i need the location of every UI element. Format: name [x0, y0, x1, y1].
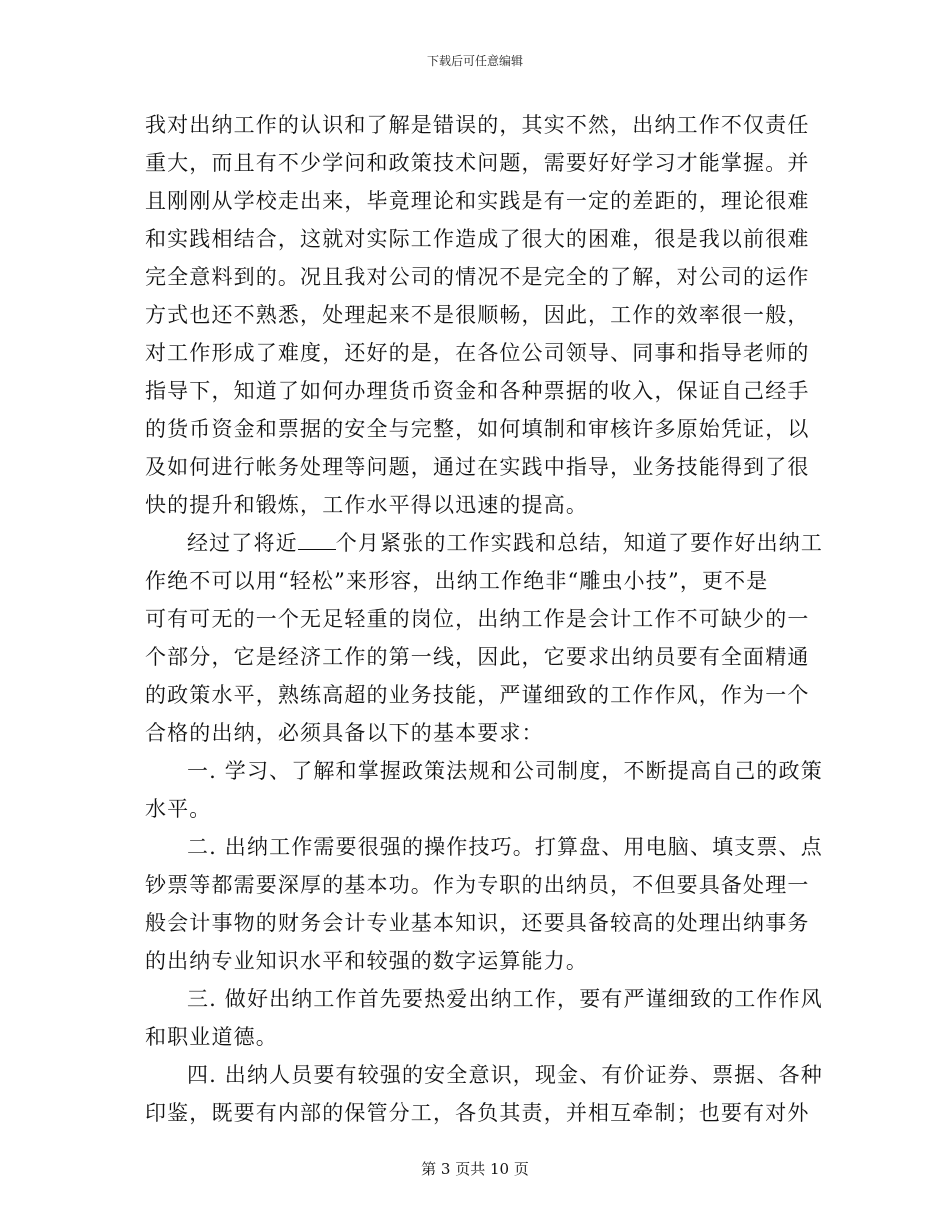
- requirement-item-4: [145, 1056, 823, 1132]
- text-line: 指导下，知道了如何办理货币资金和各种票据的收入，保证自己经手: [145, 379, 810, 403]
- text-fragment: 个月紧张的工作实践和总结，知道了要作好出纳工: [335, 531, 824, 555]
- text-line: 四. 出纳人员要有较强的安全意识，现金、有价证券、票据、各种: [187, 1063, 823, 1087]
- document-body: [145, 106, 824, 1132]
- text-line: 的政策水平，熟练高超的业务技能，严谨细致的工作作风，作为一个: [145, 683, 810, 707]
- text-line: [145, 524, 824, 562]
- text-line: 般会计事物的财务会计专业基本知识，还要具备较高的处理出纳事务: [145, 911, 810, 935]
- text-line: 水平。: [145, 797, 212, 821]
- page-number-footer: 第 3 页共 10 页: [421, 1160, 529, 1178]
- text-line: 合格的出纳，必须具备以下的基本要求：: [145, 721, 544, 745]
- text-line: 重大，而且有不少学问和政策技术问题，需要好好学习才能掌握。并: [145, 151, 810, 175]
- text-line: 和职业道德。: [145, 1025, 278, 1049]
- text-line: 快的提升和锻炼，工作水平得以迅速的提高。: [145, 493, 588, 517]
- text-line: 和实践相结合，这就对实际工作造成了很大的困难，很是我以前很难: [145, 227, 810, 251]
- paragraph-2: [145, 524, 824, 752]
- text-fragment: 经过了将近: [187, 531, 298, 555]
- text-line: 我对出纳工作的认识和了解是错误的，其实不然，出纳工作不仅责任: [145, 113, 810, 137]
- page-header: 下载后可任意编辑: [426, 54, 523, 68]
- requirement-item-3: [145, 980, 823, 1056]
- paragraph-1: [145, 106, 810, 524]
- text-line: 且刚刚从学校走出来，毕竟理论和实践是有一定的差距的，理论很难: [145, 189, 810, 213]
- fill-in-blank: [298, 529, 336, 550]
- text-line: 及如何进行帐务处理等问题，通过在实践中指导，业务技能得到了很: [145, 455, 810, 479]
- text-line: 一. 学习、了解和掌握政策法规和公司制度，不断提高自己的政策: [187, 759, 823, 783]
- text-line: 可有可无的一个无足轻重的岗位，出纳工作是会计工作不可缺少的一: [145, 607, 810, 631]
- text-line: 个部分，它是经济工作的第一线，因此，它要求出纳员要有全面精通: [145, 645, 810, 669]
- text-line: 钞票等都需要深厚的基本功。作为专职的出纳员，不但要具备处理一: [145, 873, 810, 897]
- text-line: 作绝不可以用“轻松”来形容，出纳工作绝非“雕虫小技”，更不是: [145, 569, 769, 593]
- requirement-item-2: [145, 828, 823, 980]
- requirement-item-1: [145, 752, 823, 828]
- text-line: 三. 做好出纳工作首先要热爱出纳工作，要有严谨细致的工作作风: [187, 987, 823, 1011]
- text-line: 完全意料到的。况且我对公司的情况不是完全的了解，对公司的运作: [145, 265, 810, 289]
- text-line: 方式也还不熟悉，处理起来不是很顺畅，因此，工作的效率很一般，: [145, 303, 810, 327]
- text-line: 的货币资金和票据的安全与完整，如何填制和审核许多原始凭证，以: [145, 417, 810, 441]
- text-line: 二. 出纳工作需要很强的操作技巧。打算盘、用电脑、填支票、点: [187, 835, 823, 859]
- text-line: 的出纳专业知识水平和较强的数字运算能力。: [145, 949, 588, 973]
- text-line: 对工作形成了难度，还好的是，在各位公司领导、同事和指导老师的: [145, 341, 810, 365]
- text-line: 印鉴，既要有内部的保管分工，各负其责，并相互牵制；也要有对外: [145, 1101, 810, 1125]
